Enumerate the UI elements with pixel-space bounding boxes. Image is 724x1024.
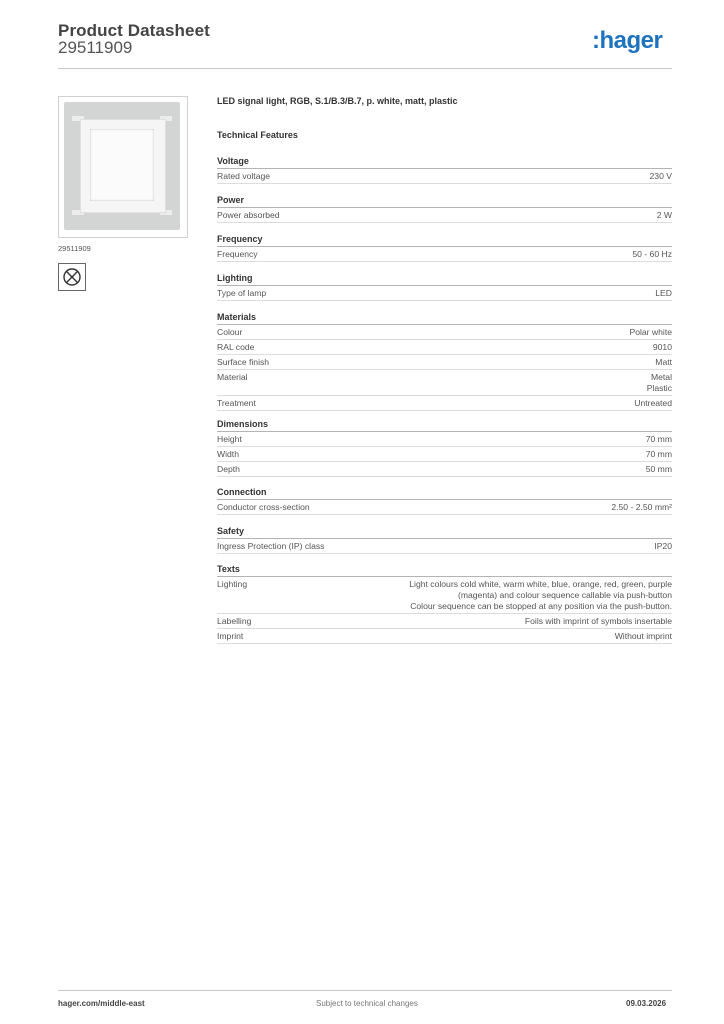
- section-title: Texts: [217, 562, 672, 577]
- spec-section-lighting: [217, 271, 672, 301]
- footer-notice: Subject to technical changes: [316, 999, 418, 1008]
- spec-row: [217, 577, 672, 614]
- section-title: Voltage: [217, 154, 672, 169]
- spec-row: [217, 370, 672, 396]
- spec-value: 50 - 60 Hz: [632, 249, 672, 259]
- product-number: 29511909: [58, 38, 133, 57]
- product-push-button: [90, 129, 154, 201]
- spec-label: Conductor cross-section: [217, 502, 310, 512]
- header-divider: [58, 68, 672, 69]
- spec-row: [217, 355, 672, 370]
- spec-value: 2.50 - 2.50 mm²: [611, 502, 672, 512]
- spec-label: Power absorbed: [217, 210, 280, 220]
- section-title: Connection: [217, 485, 672, 500]
- spec-value: IP20: [654, 541, 672, 551]
- footer-date: 09.03.2026: [626, 999, 667, 1008]
- spec-value: Foils with imprint of symbols insertable: [524, 616, 672, 626]
- product-description: LED signal light, RGB, S.1/B.3/B.7, p. white, matt, plastic: [217, 96, 458, 106]
- page-title: Product Datasheet: [58, 21, 210, 40]
- spec-label: Rated voltage: [217, 171, 271, 181]
- section-title: Safety: [217, 524, 672, 539]
- section-title: Lighting: [217, 271, 672, 286]
- spec-row: [217, 500, 672, 515]
- section-title: Materials: [217, 310, 672, 325]
- spec-label: Surface finish: [217, 357, 270, 367]
- section-title: Power: [217, 193, 672, 208]
- spec-section-safety: [217, 524, 672, 554]
- lamp-symbol-icon: [58, 263, 86, 291]
- spec-row: [217, 208, 672, 223]
- spec-row: [217, 447, 672, 462]
- spec-row: [217, 169, 672, 184]
- spec-label: RAL code: [217, 342, 255, 352]
- spec-label: Material: [217, 372, 248, 382]
- spec-row: [217, 539, 672, 554]
- spec-value: Polar white: [629, 327, 672, 337]
- spec-value: 50 mm: [645, 464, 672, 474]
- technical-features-heading: Technical Features: [217, 130, 298, 140]
- spec-label: Depth: [217, 464, 240, 474]
- spec-value: 9010: [652, 342, 672, 352]
- spec-value: Metal Plastic: [646, 372, 672, 393]
- spec-row: [217, 340, 672, 355]
- spec-label: Colour: [217, 327, 243, 337]
- spec-label: Height: [217, 434, 242, 444]
- spec-row: [217, 286, 672, 301]
- spec-label: Treatment: [217, 398, 256, 408]
- section-title: Dimensions: [217, 417, 672, 432]
- spec-value: Light colours cold white, warm white, blue, orange, red, green, purple (magenta) and colour sequence callable via push-button Colour sequence can be stopped at any position via the push-button.: [409, 579, 672, 611]
- spec-section-connection: [217, 485, 672, 515]
- spec-label: Labelling: [217, 616, 252, 626]
- spec-label: Imprint: [217, 631, 244, 641]
- spec-row: [217, 432, 672, 447]
- spec-section-texts: [217, 562, 672, 644]
- spec-section-frequency: [217, 232, 672, 262]
- spec-row: [217, 247, 672, 262]
- spec-value: 70 mm: [645, 449, 672, 459]
- spec-label: Width: [217, 449, 239, 459]
- spec-section-dimensions: [217, 417, 672, 477]
- spec-value: LED: [655, 288, 672, 298]
- spec-label: Frequency: [217, 249, 258, 259]
- product-frame: [64, 102, 180, 230]
- spec-row: [217, 614, 672, 629]
- spec-value: Untreated: [634, 398, 672, 408]
- footer-website: hager.com/middle-east: [58, 999, 145, 1008]
- spec-value: Without imprint: [614, 631, 672, 641]
- spec-section-voltage: [217, 154, 672, 184]
- spec-label: Ingress Protection (IP) class: [217, 541, 325, 551]
- spec-row: [217, 462, 672, 477]
- section-title: Frequency: [217, 232, 672, 247]
- spec-value: 2 W: [656, 210, 672, 220]
- spec-row: [217, 396, 672, 411]
- spec-value: 230 V: [649, 171, 672, 181]
- spec-value: 70 mm: [645, 434, 672, 444]
- product-image: [58, 96, 188, 238]
- spec-label: Type of lamp: [217, 288, 267, 298]
- hager-logo: :hager: [592, 27, 663, 54]
- spec-value: Matt: [655, 357, 672, 367]
- spec-row: [217, 629, 672, 644]
- spec-row: [217, 325, 672, 340]
- spec-section-power: [217, 193, 672, 223]
- spec-label: Lighting: [217, 579, 248, 589]
- spec-section-materials: [217, 310, 672, 411]
- product-image-caption: 29511909: [58, 244, 91, 253]
- footer-divider: [58, 990, 672, 991]
